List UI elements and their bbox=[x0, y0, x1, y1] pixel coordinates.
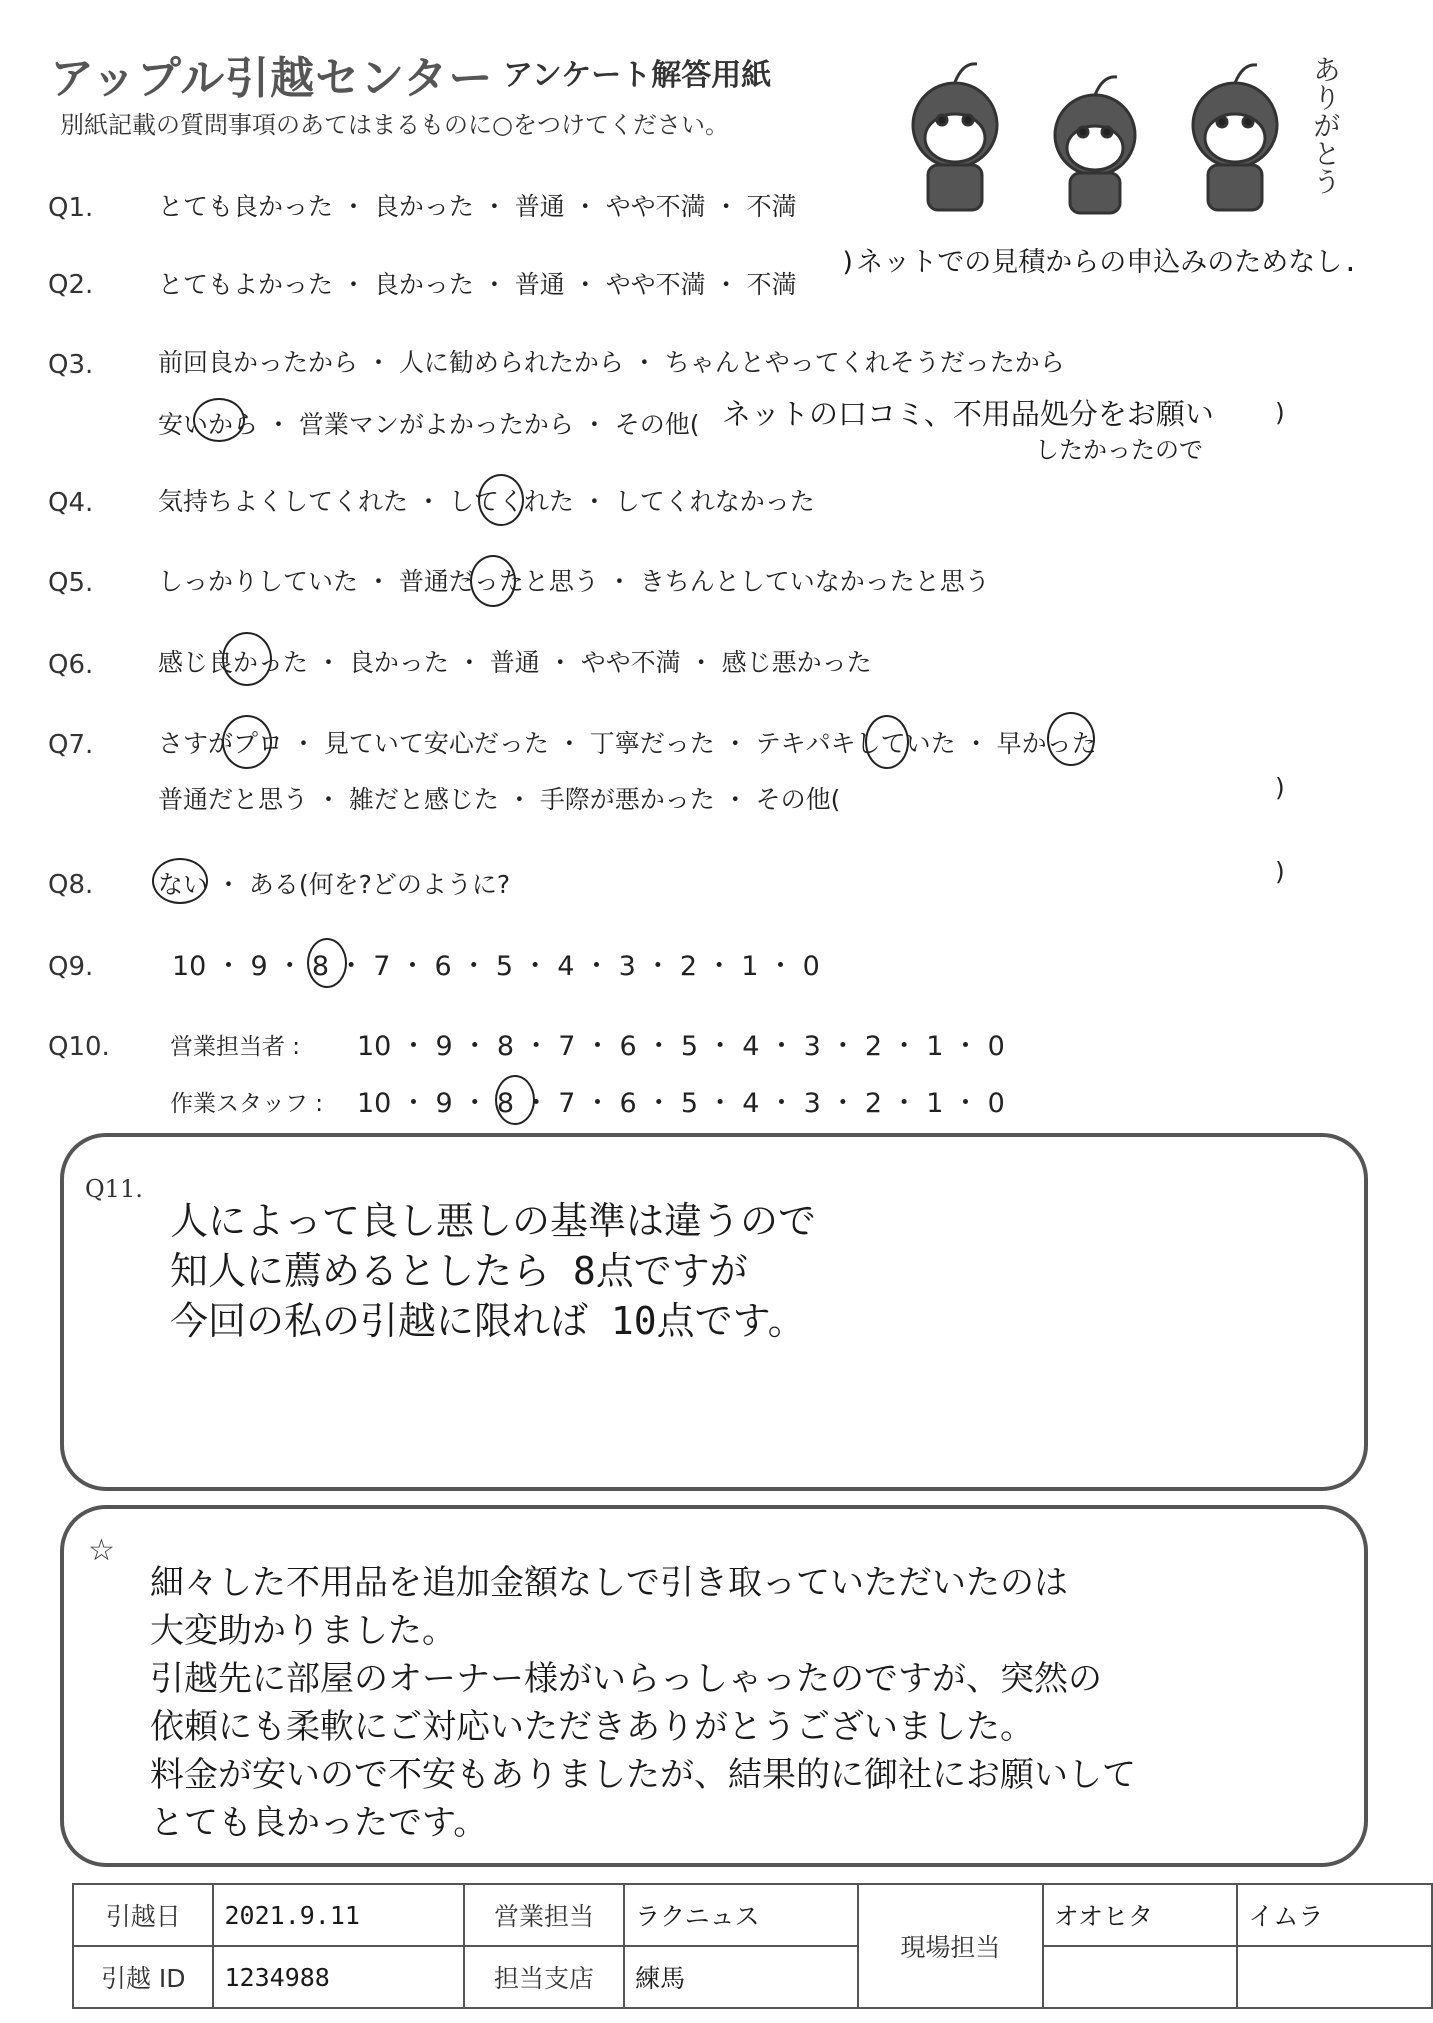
q1-number: Q1. bbox=[48, 193, 94, 223]
q3-number: Q3. bbox=[48, 350, 94, 380]
site-rep-label: 現場担当 bbox=[858, 1884, 1043, 2008]
answer-circle bbox=[495, 1075, 535, 1125]
comment-line-5: 料金が安いので不安もありましたが、結果的に御社にお願いして bbox=[150, 1755, 1136, 1795]
answer-circle bbox=[865, 715, 909, 769]
answer-circle bbox=[222, 715, 272, 769]
monkey-mascots-illustration bbox=[880, 40, 1350, 220]
comment-line-6: とても良かったです。 bbox=[150, 1803, 488, 1843]
form-title: アンケート解答用紙 bbox=[503, 58, 772, 93]
instruction: 別紙記載の質問事項のあてはまるものに○をつけてください。 bbox=[60, 111, 729, 139]
q8-options: ない ・ ある(何を?どのように? bbox=[158, 870, 511, 899]
q1-options: とても良かった ・ 良かった ・ 普通 ・ やや不満 ・ 不満 bbox=[158, 192, 797, 221]
comment-line-1: 細々した不用品を追加金額なしで引き取っていただいたのは bbox=[150, 1563, 1068, 1603]
answer-circle bbox=[152, 858, 208, 904]
move-id-label: 引越 ID bbox=[73, 1946, 213, 2008]
q11-line-3: 今回の私の引越に限れば 10点です。 bbox=[170, 1299, 806, 1343]
q3-options-line1: 前回良かったから ・ 人に勧められたから ・ ちゃんとやってくれそうだったから bbox=[158, 348, 1065, 377]
q5-options: しっかりしていた ・ 普通だったと思う ・ きちんとしていなかったと思う bbox=[158, 567, 990, 596]
answer-circle bbox=[307, 938, 347, 988]
move-id-value: 1234988 bbox=[213, 1946, 463, 2008]
site-rep-1: オオヒタ bbox=[1043, 1884, 1238, 1946]
q10-number: Q10. bbox=[48, 1032, 110, 1062]
answer-circle bbox=[478, 474, 524, 526]
q4-number: Q4. bbox=[48, 488, 94, 518]
q3-handwritten-other: ネットの口コミ、不用品処分をお願い bbox=[722, 397, 1214, 431]
q5-number: Q5. bbox=[48, 568, 94, 598]
answer-circle bbox=[193, 398, 245, 442]
thanks-text: ありがとう bbox=[1309, 55, 1342, 195]
site-rep-empty-2 bbox=[1237, 1946, 1432, 2008]
answer-circle bbox=[222, 632, 272, 686]
star-icon: ☆ bbox=[88, 1533, 115, 1568]
q2-handwritten-note: )ネットでの見積からの申込みのためなし. bbox=[840, 247, 1359, 278]
q11-line-1: 人によって良し悪しの基準は違うので bbox=[170, 1199, 817, 1243]
q10-sales-label: 営業担当者 : bbox=[170, 1034, 301, 1060]
info-table bbox=[72, 1883, 1433, 2009]
move-date-label: 引越日 bbox=[73, 1884, 213, 1946]
sales-rep-value: ラクニュス bbox=[624, 1884, 858, 1946]
site-rep-empty-1 bbox=[1043, 1946, 1238, 2008]
q3-close-paren: ) bbox=[1275, 398, 1285, 427]
monkey-icon bbox=[913, 64, 997, 210]
answer-circle bbox=[470, 555, 516, 607]
q4-options: 気持ちよくしてくれた ・ してくれた ・ してくれなかった bbox=[158, 487, 815, 516]
comment-line-3: 引越先に部屋のオーナー様がいらっしゃったのですが、突然の bbox=[150, 1659, 1102, 1699]
q7-close-paren: ) bbox=[1275, 773, 1285, 802]
q3-handwritten-other-2: したかったので bbox=[1035, 436, 1203, 464]
q3-options-line2: 安いから ・ 営業マンがよかったから ・ その他( bbox=[158, 410, 700, 439]
comment-line-2: 大変助かりました。 bbox=[150, 1611, 456, 1651]
branch-value: 練馬 bbox=[624, 1946, 858, 2008]
site-rep-2: イムラ bbox=[1237, 1884, 1432, 1946]
q10-staff-scale: 10 ・ 9 ・ 8 ・ 7 ・ 6 ・ 5 ・ 4 ・ 3 ・ 2 ・ 1 ・ 0 bbox=[357, 1088, 1005, 1119]
comment-line-4: 依頼にも柔軟にご対応いただきありがとうございました。 bbox=[150, 1707, 1034, 1747]
q7-options-line1: さすがプロ ・ 見ていて安心だった ・ 丁寧だった ・ テキパキしていた ・ 早かった bbox=[158, 729, 1097, 758]
monkey-icon bbox=[1193, 65, 1277, 210]
q6-options: 感じ良かった ・ 良かった ・ 普通 ・ やや不満 ・ 感じ悪かった bbox=[158, 648, 872, 677]
move-date-value: 2021.9.11 bbox=[213, 1884, 463, 1946]
q2-number: Q2. bbox=[48, 270, 94, 300]
q11-line-2: 知人に薦めるとしたら 8点ですが bbox=[170, 1249, 748, 1293]
q2-options: とてもよかった ・ 良かった ・ 普通 ・ やや不満 ・ 不満 bbox=[158, 270, 797, 299]
brand-title: アップル引越センター bbox=[50, 53, 494, 104]
q10-staff-label: 作業スタッフ : bbox=[170, 1091, 324, 1117]
q9-scale: 10 ・ 9 ・ 8 ・ 7 ・ 6 ・ 5 ・ 4 ・ 3 ・ 2 ・ 1 ・ 0 bbox=[172, 951, 820, 982]
q8-number: Q8. bbox=[48, 870, 94, 900]
answer-circle bbox=[1047, 712, 1095, 766]
branch-label: 担当支店 bbox=[464, 1946, 624, 2008]
q7-number: Q7. bbox=[48, 730, 94, 760]
q11-number: Q11. bbox=[85, 1175, 143, 1203]
q10-sales-scale: 10 ・ 9 ・ 8 ・ 7 ・ 6 ・ 5 ・ 4 ・ 3 ・ 2 ・ 1 ・ 0 bbox=[357, 1031, 1005, 1062]
q9-number: Q9. bbox=[48, 952, 94, 982]
q8-close-paren: ) bbox=[1275, 857, 1285, 886]
sales-rep-label: 営業担当 bbox=[464, 1884, 624, 1946]
q6-number: Q6. bbox=[48, 650, 94, 680]
monkey-icon bbox=[1055, 77, 1135, 213]
q7-options-line2: 普通だと思う ・ 雑だと感じた ・ 手際が悪かった ・ その他( bbox=[158, 785, 841, 814]
